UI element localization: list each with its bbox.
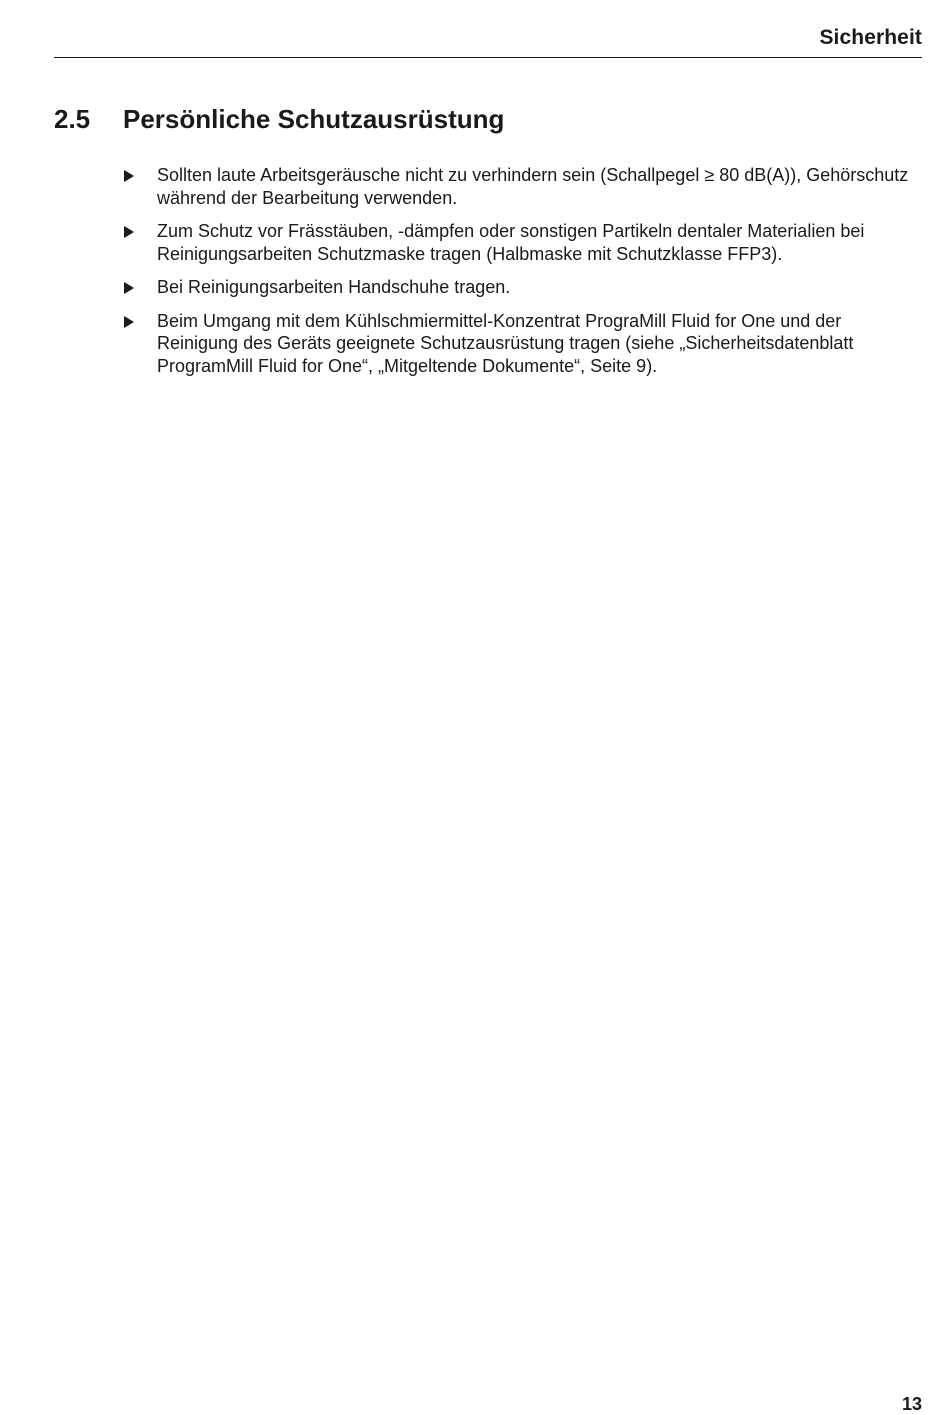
section-title: Persönliche Schutzausrüstung xyxy=(123,104,505,134)
triangle-bullet-icon xyxy=(124,316,134,328)
section-number: 2.5 xyxy=(54,104,91,134)
page-header xyxy=(54,24,922,58)
triangle-bullet-icon xyxy=(124,170,134,182)
list-item-text: Zum Schutz vor Frässtäuben, -dämpfen oder sonstigen Partikeln dentaler Materialien bei Reinigungsarbeiten Schutzmaske tragen (Halbmaske mit Schutzklasse FFP3). xyxy=(157,221,865,264)
list-item xyxy=(122,310,922,378)
list-item-text: Sollten laute Arbeitsgeräusche nicht zu verhindern sein (Schallpegel ≥ 80 dB(A)), Gehörschutz während der Bearbeitung verwenden. xyxy=(157,165,909,208)
list-item xyxy=(122,220,922,265)
section-heading xyxy=(54,104,504,135)
safety-bullet-list xyxy=(122,164,922,388)
list-item xyxy=(122,276,922,299)
triangle-bullet-icon xyxy=(124,226,134,238)
page-number: 13 xyxy=(901,1394,922,1414)
triangle-bullet-icon xyxy=(124,282,134,294)
list-item-text: Beim Umgang mit dem Kühlschmiermittel-Konzentrat PrograMill Fluid for One und der Reinigung des Geräts geeignete Schutzausrüstung tragen (siehe „Sicherheitsdatenblatt ProgramMill Fluid for One“, „Mitgeltende Dokumente“, Seite 9). xyxy=(157,310,854,376)
list-item xyxy=(122,164,922,209)
list-item-text: Bei Reinigungsarbeiten Handschuhe tragen. xyxy=(157,277,511,297)
header-title: Sicherheit xyxy=(819,26,922,49)
